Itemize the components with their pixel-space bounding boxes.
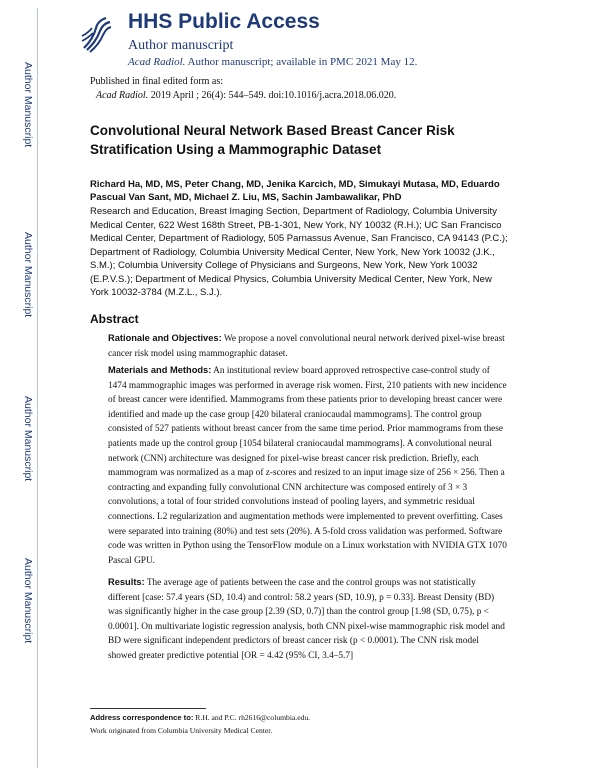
footer-divider — [90, 708, 206, 709]
journal-name: Acad Radiol. — [128, 56, 186, 68]
author-list: Richard Ha, MD, MS, Peter Chang, MD, Jenika Karcich, MD, Simukayi Mutasa, MD, Eduardo Pascual Van Sant, MD, Michael Z. Liu, MS, Sachin Jambawalikar, PhD — [90, 179, 500, 203]
citation-journal: Acad Radiol. — [96, 90, 149, 101]
correspondence-line — [90, 713, 310, 722]
sidebar-label-author-manuscript: Author Manuscript — [22, 62, 34, 148]
sidebar-label-author-manuscript: Author Manuscript — [22, 232, 34, 318]
methods-text: An institutional review board approved retrospective case-control study of 1474 mammographic images was performed in average risk women. First, 210 patients with new incidence of breast cancer were identified. Mammograms from these patients prior to developing breast cancer were identified and made up the case group [420 bilateral craniocaudal mammograms]. The control group consisted of 527 patients without breast cancer from the same time period. Prior mammograms from these patients made up the control group [1054 bilateral craniocaudal mammograms]. A convolutional neural network (CNN) architecture was designed for pixel-wise breast cancer risk prediction. Briefly, each mammogram was normalized as a map of z-scores and resized to an input image size of 256 × 256. Then a contracting and expanding fully convolutional CNN architecture was composed entirely of 3 × 3 convolutions, a total of four strided convolutions instead of pooling layers, and symmetric residual connections. L2 regularization and augmentation methods were implemented to prevent overfitting. Cases were separated into training (80%) and test sets (20%). A 5-fold cross validation was performed. Software code was written in Python using the TensorFlow module on a Linux workstation with NVIDIA GTX 1070 Pascal GPU. — [108, 366, 507, 566]
abstract-results — [108, 575, 508, 664]
sidebar-divider — [37, 8, 38, 768]
paper-title: Convolutional Neural Network Based Breast Cancer Risk Stratification Using a Mammographic Dataset — [90, 123, 455, 157]
abstract-methods — [108, 363, 508, 568]
hhs-eagle-logo-icon — [80, 14, 112, 54]
results-label: Results: — [108, 577, 145, 587]
correspondence-text: R.H. and P.C. rh2616@columbia.edu. — [195, 713, 311, 722]
abstract-rationale — [108, 331, 508, 361]
availability-text: Author manuscript; available in PMC 2021 May 12. — [187, 56, 418, 68]
published-label: Published in final edited form as: — [90, 76, 224, 87]
affiliation-text: Research and Education, Breast Imaging Section, Department of Radiology, Columbia University Medical Center, 622 West 168th Street, PB-1-301, New York, NY 10032 (R.H.); UC San Francisco Medical Center, Department of Radiology, 505 Parnassus Avenue, San Francisco, CA 94143 (P.C.); Department of Radiology, Columbia University Medical Center, New York, New York 10032 (J.K., S.M.); Columbia University College of Physicians and Surgeons, New York, New York 10032 (E.P.V.S.); Department of Medical Physics, Columbia University Medical Center, New York, New York 10032-3784 (M.Z.L., S.J.). — [90, 206, 508, 298]
abstract-heading: Abstract — [90, 312, 139, 326]
sidebar-label-author-manuscript: Author Manuscript — [22, 396, 34, 482]
work-origin-line: Work originated from Columbia University Medical Center. — [90, 726, 273, 735]
results-text: The average age of patients between the case and the control groups was not statistically different [case: 57.4 years (SD, 10.4) and control: 58.2 years (SD, 10.9), p = 0.33]. Breast Density (BD) was significantly higher in the case group [2.39 (SD, 0.7)] than the control group [1.98 (SD, 0.75), p < 0.0001]. On multivariate logistic regression analysis, both CNN pixel-wise mammographic risk model and BD were significant independent predictors of breast cancer risk (p < 0.0001). The CNN risk model showed greater predictive potential [OR = 4.42 (95% CI, 3.4–5.7] — [108, 578, 505, 661]
citation-line — [96, 90, 396, 101]
hhs-title: HHS Public Access — [128, 10, 320, 33]
methods-label: Materials and Methods: — [108, 365, 212, 375]
availability-line — [128, 56, 417, 68]
citation-text: 2019 April ; 26(4): 544–549. doi:10.1016/j.acra.2018.06.020. — [150, 90, 397, 101]
sidebar-label-author-manuscript: Author Manuscript — [22, 558, 34, 644]
correspondence-label: Address correspondence to: — [90, 713, 194, 722]
rationale-label: Rationale and Objectives: — [108, 333, 222, 343]
author-manuscript-label: Author manuscript — [128, 38, 234, 53]
rationale-text: We propose a novel convolutional neural network derived pixel-wise breast cancer risk model using mammographic dataset. — [108, 334, 505, 359]
